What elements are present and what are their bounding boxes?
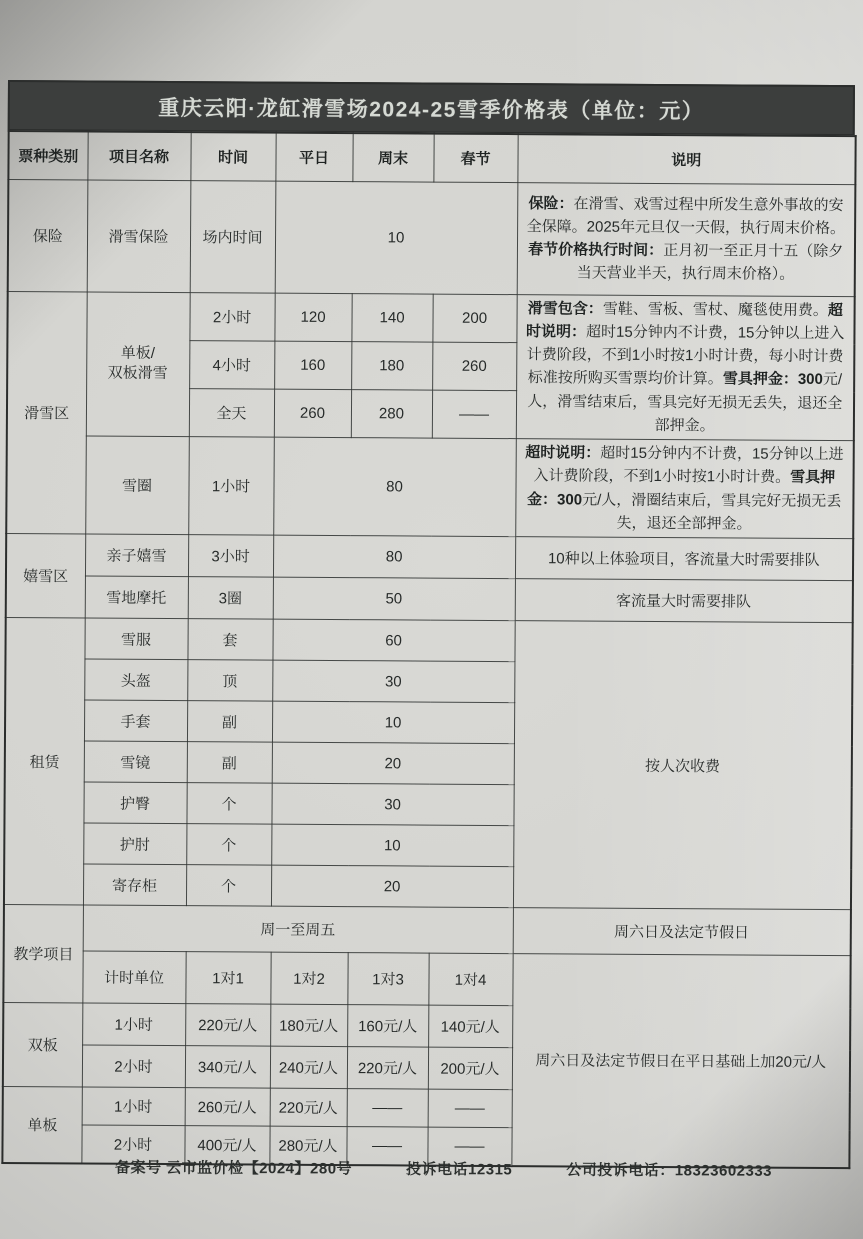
rental-price: 10	[272, 701, 514, 743]
record-number: 备案号 云市监价检【2024】280号	[114, 1159, 353, 1178]
category-teaching: 教学项目	[3, 904, 83, 1002]
price-cell: 280	[351, 389, 432, 438]
lesson-time: 2小时	[81, 1125, 184, 1164]
table-header-row	[8, 131, 855, 184]
rental-row	[5, 617, 852, 663]
price-cell: 120	[274, 293, 351, 342]
lesson-price: 220元/人	[270, 1088, 347, 1126]
snow-tube-note: 超时说明：超时15分钟内不计费，15分钟以上进入计费阶段，不到1小时按1小时计费。雪具押金：300元/人，滑圈结束后，雪具完好无损无丢失，退还全部押金。	[515, 439, 854, 539]
rental-item: 寄存柜	[83, 864, 186, 906]
col-header-item-name: 项目名称	[87, 131, 190, 180]
price-cell: 260	[432, 342, 516, 391]
play-price: 50	[273, 577, 515, 620]
complaint-hotline: 投诉电话12315	[406, 1160, 513, 1179]
play-note: 10种以上体验项目，客流量大时需要排队	[515, 537, 853, 581]
rental-item: 雪镜	[84, 741, 187, 783]
rental-item: 护臀	[83, 782, 186, 824]
teaching-ratio-label: 1对1	[185, 952, 270, 1005]
category-double-board: 双板	[3, 1002, 83, 1086]
rental-item: 手套	[84, 700, 187, 742]
snow-tube-price: 80	[273, 437, 516, 536]
rental-price: 20	[271, 865, 513, 907]
lesson-price: ——	[428, 1089, 512, 1128]
lesson-price: 180元/人	[270, 1004, 347, 1046]
ski-board-row	[7, 291, 854, 344]
lesson-price: 240元/人	[270, 1046, 347, 1088]
snow-tube-time: 1小时	[188, 437, 274, 536]
lesson-time: 1小时	[82, 1087, 185, 1126]
rental-note: 按人次收费	[513, 621, 853, 910]
lesson-price: 160元/人	[347, 1005, 428, 1047]
page-title: 重庆云阳·龙缸滑雪场2024-25雪季价格表（单位：元）	[8, 80, 855, 135]
play-time: 3小时	[188, 535, 273, 578]
category-insurance: 保险	[8, 179, 88, 291]
snow-tube-item: 雪圈	[85, 436, 189, 535]
lesson-price: 220元/人	[185, 1004, 270, 1047]
category-rental: 租赁	[4, 617, 85, 904]
lesson-price: 220元/人	[347, 1047, 428, 1089]
play-note: 客流量大时需要排队	[515, 579, 853, 623]
lesson-price: 280元/人	[269, 1126, 346, 1164]
col-header-ticket-type: 票种类别	[8, 131, 87, 179]
rental-unit: 个	[186, 865, 271, 907]
rental-price: 20	[272, 742, 514, 784]
lesson-price: 140元/人	[428, 1005, 512, 1048]
teaching-ratio-label: 1对4	[428, 953, 512, 1006]
col-header-time: 时间	[190, 132, 275, 181]
rental-unit: 副	[187, 742, 272, 784]
category-play-area: 嬉雪区	[6, 533, 86, 617]
price-cell: 200	[432, 294, 516, 343]
rental-unit: 副	[187, 701, 272, 743]
teaching-weekday-header: 周一至周五	[83, 905, 513, 954]
rental-item: 雪服	[84, 618, 187, 660]
play-area-row	[6, 533, 853, 580]
insurance-price: 10	[275, 181, 518, 294]
insurance-item: 滑雪保险	[87, 179, 191, 292]
rental-price: 60	[272, 619, 514, 661]
lesson-price: 200元/人	[428, 1047, 512, 1090]
lesson-price: 400元/人	[184, 1126, 269, 1165]
play-item: 雪地摩托	[85, 576, 188, 619]
rental-price: 30	[272, 660, 514, 702]
teaching-unit-label: 计时单位	[82, 951, 185, 1004]
teaching-ratio-label: 1对3	[347, 953, 428, 1005]
lesson-time: 1小时	[82, 1003, 185, 1046]
category-ski-area: 滑雪区	[6, 291, 86, 534]
lesson-price: 340元/人	[185, 1046, 270, 1089]
col-header-weekday: 平日	[275, 133, 352, 181]
col-header-spring-festival: 春节	[433, 134, 517, 183]
rental-item: 头盔	[84, 659, 187, 701]
col-header-weekend: 周末	[352, 133, 433, 181]
price-cell: 160	[274, 341, 351, 390]
price-cell: 140	[351, 293, 432, 342]
teaching-subheader-row	[3, 950, 850, 1007]
rental-price: 10	[271, 824, 513, 866]
teaching-ratio-label: 1对2	[270, 952, 347, 1004]
insurance-time: 场内时间	[190, 180, 276, 293]
snow-tube-row	[6, 435, 854, 538]
lesson-price: 260元/人	[185, 1088, 270, 1127]
insurance-note: 保险：在滑雪、戏雪过程中所发生意外事故的安全保障。2025年元旦仅一天假，执行周末价格。春节价格执行时间：正月初一至正月十五（除夕当天营业半天，执行周末价格）。	[517, 182, 856, 296]
col-header-notes: 说明	[517, 134, 855, 184]
price-sheet	[1, 80, 855, 1169]
lesson-time: 2小时	[82, 1045, 185, 1088]
ski-board-item: 单板/ 双板滑雪	[86, 291, 190, 436]
price-table	[1, 130, 856, 1169]
play-area-row	[6, 575, 853, 622]
rental-unit: 个	[186, 824, 271, 866]
play-item: 亲子嬉雪	[85, 534, 188, 577]
rental-unit: 套	[187, 619, 272, 661]
rental-unit: 顶	[187, 660, 272, 702]
teaching-header-row	[4, 904, 851, 955]
play-price: 80	[273, 535, 515, 578]
company-hotline: 公司投诉电话：18323602333	[566, 1161, 773, 1180]
insurance-row	[8, 179, 856, 296]
rental-unit: 个	[186, 783, 271, 825]
footer	[8, 1156, 855, 1181]
play-time: 3圈	[188, 577, 273, 620]
price-cell: 260	[274, 389, 351, 438]
ski-board-time: 2小时	[189, 292, 274, 341]
ski-board-note: 滑雪包含：雪鞋、雪板、雪杖、魔毯使用费。超时说明：超时15分钟内不计费，15分钟以上进入计费阶段，不到1小时按1小时计费，每小时计费标准按所购买雪票均价计算。雪具押金：300元/人，滑雪结束后，雪具完好无损无丢失，退还全部押金。	[516, 294, 855, 441]
rental-price: 30	[271, 783, 513, 825]
price-cell: 180	[351, 341, 432, 390]
teaching-holiday-header: 周六日及法定节假日	[513, 908, 851, 956]
lesson-price: ——	[347, 1089, 428, 1127]
ski-board-time: 全天	[189, 388, 274, 437]
rental-item: 护肘	[83, 823, 186, 865]
lesson-price: ——	[427, 1127, 511, 1166]
price-cell: ——	[432, 390, 516, 439]
ski-board-time: 4小时	[189, 340, 274, 389]
teaching-holiday-note: 周六日及法定节假日在平日基础上加20元/人	[511, 954, 850, 1168]
lesson-price: ——	[346, 1127, 427, 1165]
category-single-board: 单板	[2, 1086, 81, 1162]
